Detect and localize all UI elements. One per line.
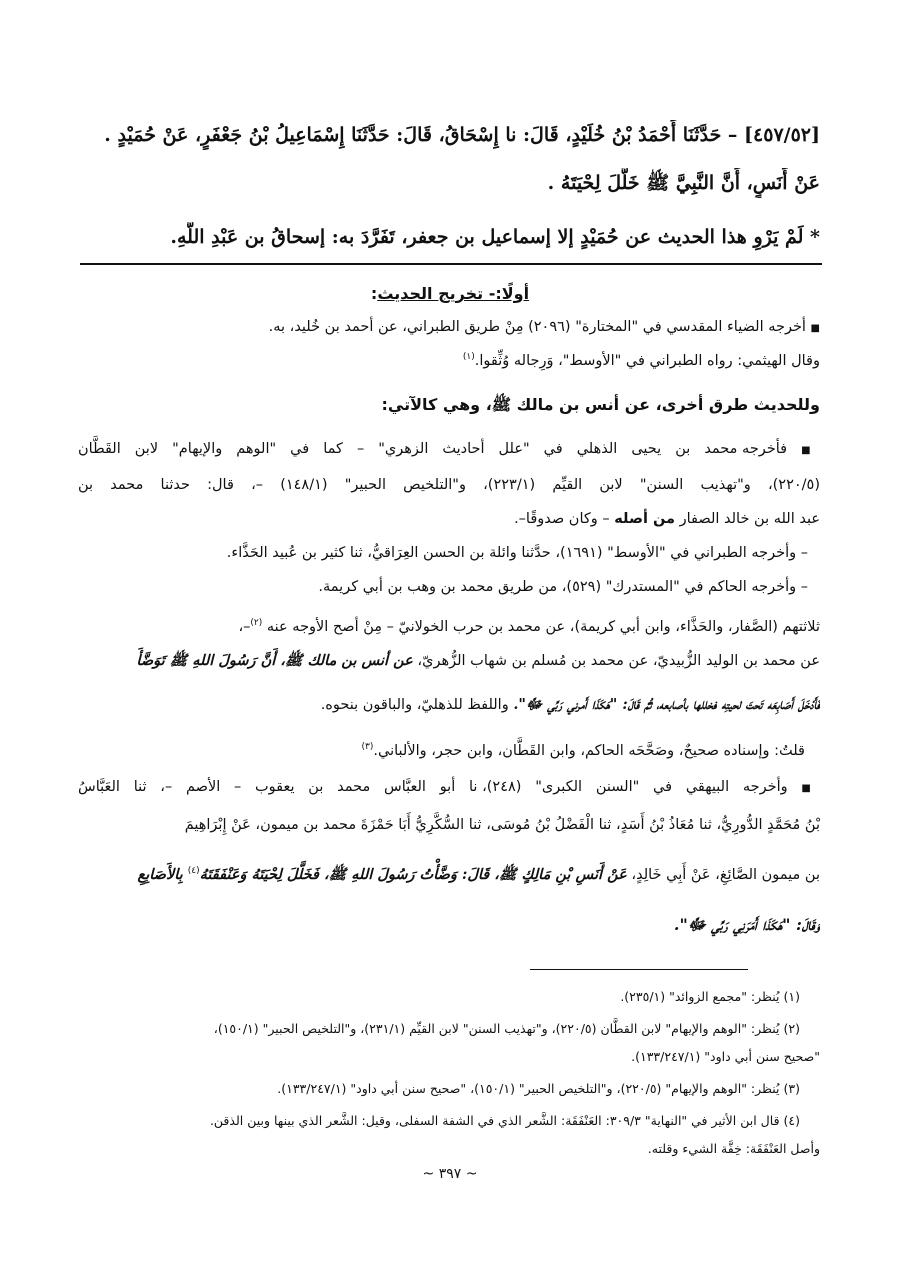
section-title bbox=[0, 279, 900, 309]
footnote-ref-3: (٣) bbox=[361, 742, 374, 752]
dhuhli-text-3b: من أصله bbox=[614, 511, 676, 527]
bayhaqi-line-3 bbox=[78, 856, 820, 890]
bayhaqi-line-1 bbox=[78, 772, 820, 804]
bayhaqi-text-3a: بن ميمون الصَّائِغِ، عَنْ أَبِي خَالِدٍ، bbox=[626, 866, 820, 883]
section-divider bbox=[80, 263, 822, 265]
footnote-ref-1: (١) bbox=[462, 352, 475, 362]
hadith-matn-line: عَنْ أَنَسٍ، أَنَّ النَّبِيَّ ﷺ خَلَّلَ لِحْيَتَهُ . bbox=[547, 172, 820, 194]
verdict-line bbox=[78, 732, 805, 766]
footnote-3: (٣) يُنظر: "الوهم والإيهام" (٢٢٠/٥)، و"التلخيص الحبير" (١٥٠/١)، "صحيح سنن أبي داود" (١٣٣/٢٤٧/١). bbox=[277, 1081, 800, 1096]
bayhaqi-text-1: وأخرجه البيهقي في "السنن الكبرى" (٢٤٨)، نا أبو العبَّاس محمد بن يعقوب – الأصم –، ثنا العَبَّاسُ bbox=[78, 779, 788, 795]
footnote-separator bbox=[530, 969, 748, 970]
page-number: ~ ٣٩٧ ~ bbox=[422, 1166, 478, 1182]
other-routes-heading: وللحديث طرق أخرى، عن أنس بن مالك ﷺ، وهي كالآتي: bbox=[381, 395, 820, 414]
matn-continuation-text: فَأَدْخَلَ أَصَابِعَه تَحتَ لحيتِه فخللها بأصابعه، ثُمَّ قَالَ: "هَكَذَا أَمرني رَبِّي ﷻ". bbox=[513, 696, 820, 713]
three-narrators-line bbox=[78, 608, 820, 642]
anas-matn-text: عن أنس بن مالك ﷺ، أَنَّ رَسُولَ اللهِ ﷺ تَوَضَّأَ bbox=[136, 652, 413, 669]
footnote-2-line-1: (٢) يُنظر: "الوهم والإيهام" لابن القطَّان (٢٢٠/٥)، و"تهذيب السنن" لابن القيِّم (٢٣١/١)، و"التلخيص الحبير" (١٥٠/١)، bbox=[213, 1021, 800, 1036]
zubaydi-text: عن محمد بن الوليد الزُّبيديّ، عن محمد بن مُسلم بن شهاب الزُّهريّ، bbox=[412, 653, 820, 669]
footnote-ref-2: (٢) bbox=[250, 618, 263, 628]
footnote-1: (١) يُنظر: "مجمع الزوائد" (٢٣٥/١). bbox=[620, 989, 800, 1004]
zubaydi-line bbox=[78, 646, 820, 676]
footnote-ref-4: (٤) bbox=[187, 866, 200, 876]
bayhaqi-matn-text: عَنْ أَنَسِ بْنِ مَالِكٍ ﷺ، قَالَ: وَضَّأْتُ رَسُولَ اللهِ ﷺ، فَخَلَّلَ لِحْيَتَهُ وَعَنْفَقَتَهُ bbox=[199, 865, 627, 883]
three-narrators-text: ثلاثتهم (الصَّفار، والحَذَّاء، وابن أبي كريمة)، عن محمد بن حرب الخولانيّ – مِنْ أصح الأوجه عنه bbox=[266, 618, 820, 635]
bayhaqi-line-2: بْنُ مُحَمَّدٍ الدُّورِيُّ، ثنا مُعَاذُ بْنُ أَسَدٍ، ثنا الْفَضْلُ بْنُ مُوسَى، ثنا السُّكَّرِيُّ أَبَا حَمْزَةَ محمد بن ميمون، عَنْ إِبْرَاهِيمَ bbox=[184, 817, 820, 833]
three-narrators-dash: –، bbox=[238, 618, 251, 635]
haythami-text: وقال الهيثمي: رواه الطبراني في "الأوسط"، وَرِجاله وُثِّقوا. bbox=[474, 352, 820, 369]
bullet-square-icon: ■ bbox=[801, 783, 820, 794]
dhuhli-text-3a: عبد الله بن خالد الصفار bbox=[675, 511, 820, 527]
tabarani-line: – وأخرجه الطبراني في "الأوسط" (١٦٩١)، حدَّثنا وائلة بن الحسن العِرَاقيُّ، ثنا كثير بن عُبيد الحَذَّاء. bbox=[226, 545, 808, 561]
footnote-4-line-2: وأصل العَنْفَقَة: خِفَّة الشيء وقلته. bbox=[647, 1141, 820, 1156]
section-title-colon: : bbox=[370, 284, 378, 303]
section-title-text: أولًا:- تخريج الحديث bbox=[377, 284, 530, 303]
hadith-tafarrud-note: * لَمْ يَرْوِ هذا الحديث عن حُمَيْدٍ إلا إسماعيل بن جعفر، تَفَرَّدَ به: إسحاقُ بن عَبْدِ اللَّهِ. bbox=[170, 226, 820, 248]
dhuhli-text-1: فأخرجه محمد بن يحيى الذهلي في "علل أحاديث الزهري" – كما في "الوهم والإيهام" لابن القَطَّان bbox=[78, 441, 788, 457]
takhrij-paragraph bbox=[78, 312, 820, 344]
footnote-4-line-1: (٤) قال ابن الأثير في "النهاية" ٣٠٩/٣: العَنْفَقَة: الشَّعر الذي في الشفة السفلى، وقيل: الشَّعر الذي بينها وبين الذقن. bbox=[209, 1113, 800, 1128]
hadith-isnad-line: [٤٥٧/٥٢] – حَدَّثَنَا أَحْمَدُ بْنُ خُلَيْدٍ، قَالَ: نا إِسْحَاقُ، قَالَ: حَدَّثَنَا إِسْمَاعِيلُ بْنُ جَعْفَرٍ، عَنْ حُمَيْدٍ . bbox=[104, 124, 820, 146]
hakim-line: – وأخرجه الحاكم في "المستدرك" (٥٢٩)، من طريق محمد بن وهب بن أبي كريمة. bbox=[318, 579, 808, 595]
verdict-text: قلتُ: وإسناده صحيحٌ، وصَحَّحَه الحاكم، وابن القَطَّان، وابن حجر، والألباني. bbox=[373, 742, 805, 759]
bayhaqi-line-4: وَقَالَ: "هَكَذَا أَمَرَنِي رَبِّي ﷻ". bbox=[673, 915, 820, 934]
bullet-square-icon: ■ bbox=[801, 445, 820, 456]
takhrij-diya-line: أخرجه الضياء المقدسي في "المختارة" (٢٠٩٦) مِنْ طريق الطبراني، عن أحمد بن خُليد، به. bbox=[268, 319, 806, 335]
dhuhli-line-3 bbox=[78, 504, 820, 534]
bayhaqi-matn-end: بِالأَصَابِعِ bbox=[137, 865, 188, 883]
footnote-2-line-2: "صحيح سنن أبي داود" (١٣٣/٢٤٧/١). bbox=[631, 1049, 820, 1064]
matn-continuation-line bbox=[78, 690, 820, 720]
dhuhli-text-3c: – وكان صدوقًا–. bbox=[514, 511, 615, 527]
lafz-note: واللفظ للذهليّ، والباقون بنحوه. bbox=[320, 697, 514, 713]
haythami-line bbox=[78, 342, 820, 376]
dhuhli-line-1 bbox=[78, 434, 820, 466]
bullet-square-icon: ■ bbox=[810, 323, 820, 334]
dhuhli-line-2: (٢٢٠/٥)، و"تهذيب السنن" لابن القيِّم (٢٢٣/١)، و"التلخيص الحبير" (١٤٨/١) –، قال: حدثنا محمد بن bbox=[78, 477, 820, 493]
